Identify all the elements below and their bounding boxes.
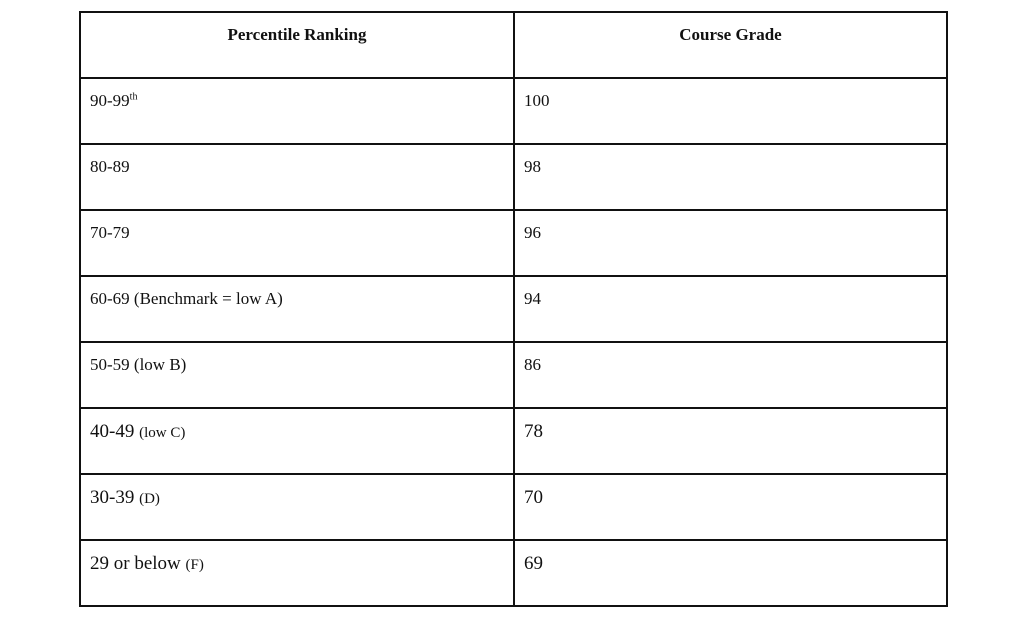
percentile-cell	[80, 78, 514, 144]
table-row	[80, 342, 947, 408]
percentile-range: 50-59 (low B)	[90, 355, 187, 374]
percentile-range: 40-49	[90, 421, 135, 442]
percentile-range: 80-89	[90, 157, 130, 176]
percentile-range: 29 or below	[90, 553, 181, 574]
grade-cell: 96	[514, 210, 947, 276]
table-row	[80, 540, 947, 606]
grade-note: (low C)	[139, 425, 186, 441]
grade-note: (F)	[185, 557, 204, 573]
table-row	[80, 144, 947, 210]
header-course-grade: Course Grade	[514, 12, 947, 78]
grade-cell: 94	[514, 276, 947, 342]
percentile-cell	[80, 144, 514, 210]
percentile-cell	[80, 408, 514, 474]
grade-cell: 86	[514, 342, 947, 408]
table-row	[80, 408, 947, 474]
percentile-range: 90-99	[90, 91, 130, 110]
percentile-cell	[80, 474, 514, 540]
grade-cell: 78	[514, 408, 947, 474]
table-row	[80, 78, 947, 144]
table-row	[80, 276, 947, 342]
grade-note: (D)	[139, 491, 160, 507]
header-percentile-ranking: Percentile Ranking	[80, 12, 514, 78]
percentile-range: 30-39	[90, 487, 135, 508]
grade-cell: 69	[514, 540, 947, 606]
percentile-range: 60-69 (Benchmark = low A)	[90, 289, 283, 308]
percentile-cell	[80, 540, 514, 606]
grade-cell: 100	[514, 78, 947, 144]
table-row	[80, 474, 947, 540]
percentile-cell	[80, 342, 514, 408]
table-row	[80, 210, 947, 276]
ordinal-suffix: th	[129, 91, 138, 103]
header-row	[80, 12, 947, 78]
grade-table	[79, 11, 948, 607]
grade-cell: 98	[514, 144, 947, 210]
grade-cell: 70	[514, 474, 947, 540]
percentile-cell	[80, 276, 514, 342]
percentile-range: 70-79	[90, 223, 130, 242]
percentile-cell	[80, 210, 514, 276]
